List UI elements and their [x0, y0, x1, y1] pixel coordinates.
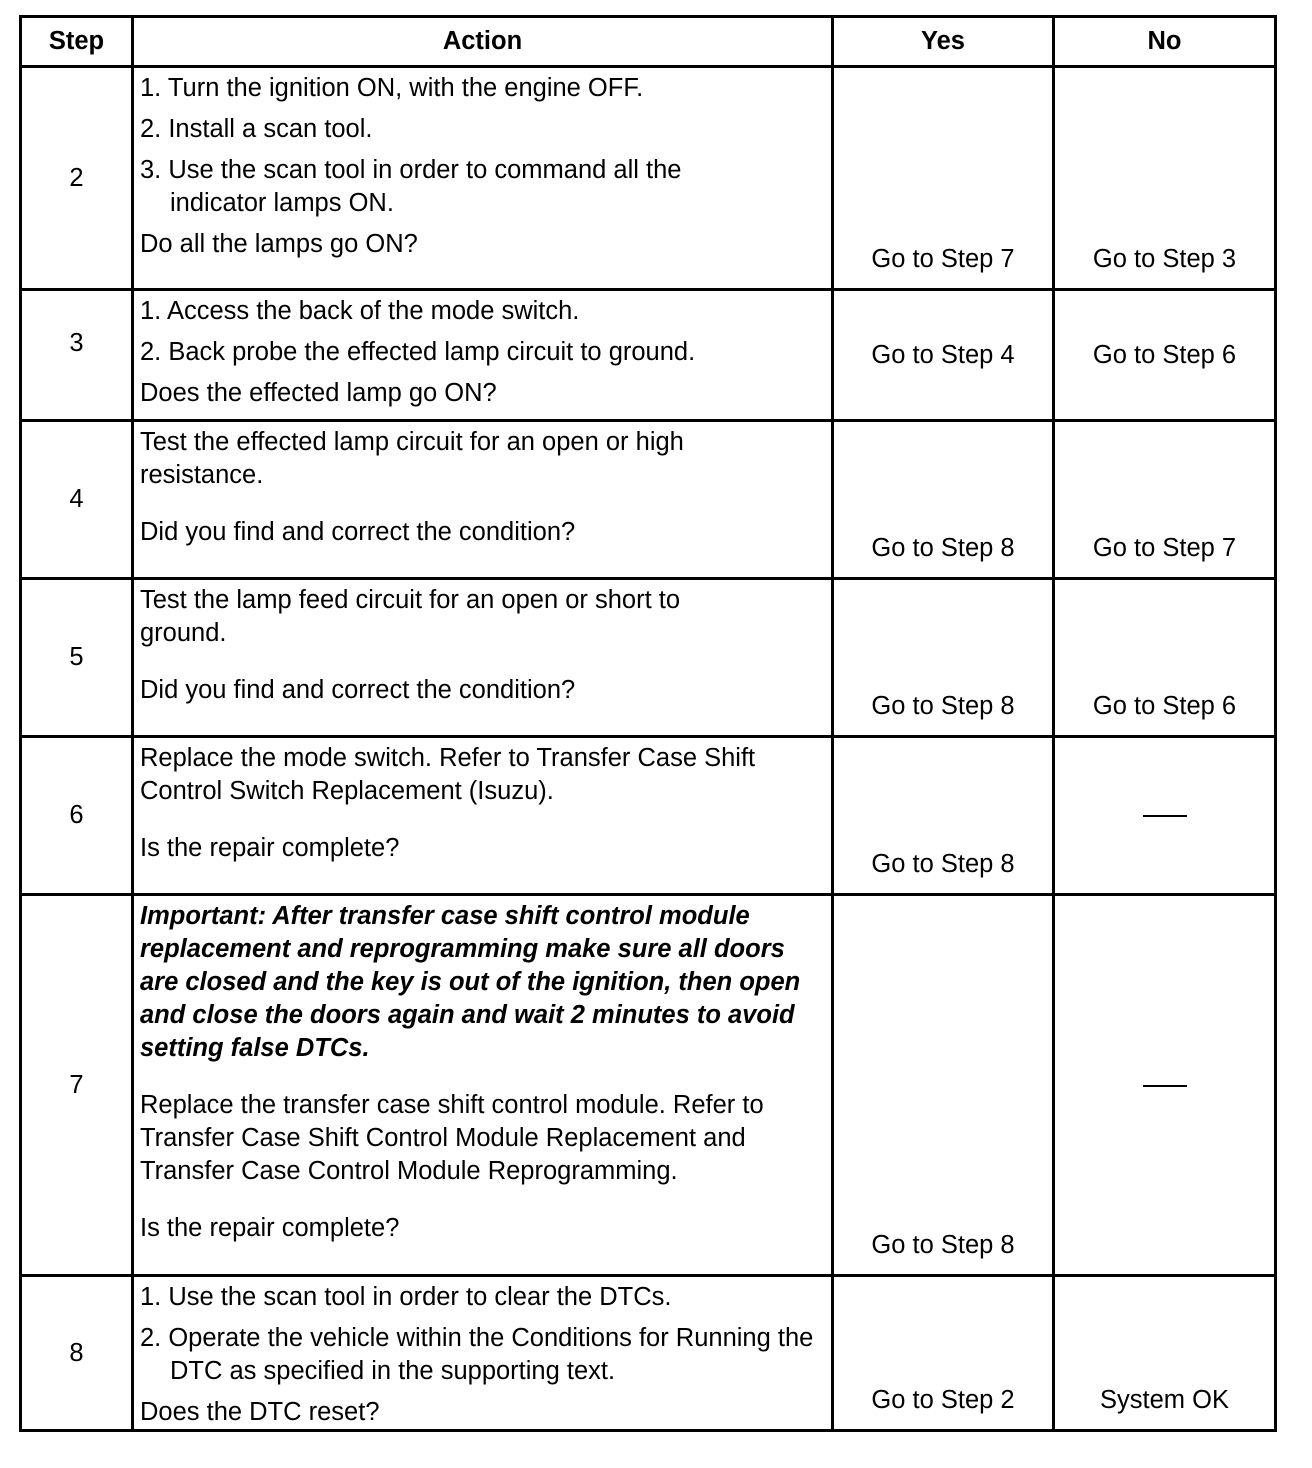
action-cell [133, 290, 833, 421]
diagnostic-table [19, 15, 1277, 1432]
header-row [21, 17, 1276, 67]
table-row-step-4 [21, 421, 1276, 579]
no-result-empty [1054, 737, 1276, 895]
no-result: Go to Step 3 [1054, 67, 1276, 290]
yes-result: Go to Step 4 [833, 290, 1054, 421]
action-cell [133, 421, 833, 579]
step-number: 2 [21, 67, 133, 290]
action-line: 2. Operate the vehicle within the Conditions for Running the DTC as specified in the supporting text. [140, 1324, 814, 1385]
table-row-step-3 [21, 290, 1276, 421]
step-number: 6 [21, 737, 133, 895]
no-result: Go to Step 6 [1054, 290, 1276, 421]
step-number: 3 [21, 290, 133, 421]
header-action: Action [133, 17, 833, 67]
action-cell [133, 67, 833, 290]
header-step: Step [21, 17, 133, 67]
action-line: 1. Turn the ignition ON, with the engine OFF. [140, 74, 644, 102]
table-row-step-2 [21, 67, 1276, 290]
no-result: Go to Step 7 [1054, 421, 1276, 579]
action-text: Test the lamp feed circuit for an open or short to ground. [140, 586, 681, 647]
action-line: 3. Use the scan tool in order to command all the indicator lamps ON. [140, 156, 682, 217]
table-row-step-7 [21, 895, 1276, 1276]
yes-result: Go to Step 2 [833, 1276, 1054, 1431]
action-line: 1. Access the back of the mode switch. [140, 297, 580, 325]
table-row-step-6 [21, 737, 1276, 895]
action-cell [133, 1276, 833, 1431]
header-yes: Yes [833, 17, 1054, 67]
header-no: No [1054, 17, 1276, 67]
action-question: Do all the lamps go ON? [140, 230, 418, 258]
action-question: Is the repair complete? [140, 834, 400, 862]
action-question: Does the effected lamp go ON? [140, 379, 497, 407]
action-line: 2. Install a scan tool. [140, 115, 373, 143]
action-cell [133, 737, 833, 895]
action-text: Test the effected lamp circuit for an open or high resistance. [140, 428, 684, 489]
dash-mark [1143, 1085, 1187, 1087]
yes-result: Go to Step 7 [833, 67, 1054, 290]
step-number: 4 [21, 421, 133, 579]
action-text: Replace the mode switch. Refer to Transfer Case Shift Control Switch Replacement (Isuzu). [140, 744, 756, 805]
step-number: 7 [21, 895, 133, 1276]
step-number: 5 [21, 579, 133, 737]
action-question: Does the DTC reset? [140, 1398, 380, 1426]
yes-result: Go to Step 8 [833, 579, 1054, 737]
no-result-empty [1054, 895, 1276, 1276]
table-row-step-8 [21, 1276, 1276, 1431]
action-cell [133, 579, 833, 737]
dash-mark [1143, 815, 1187, 817]
table-row-step-5 [21, 579, 1276, 737]
no-result: System OK [1054, 1276, 1276, 1431]
action-text: Replace the transfer case shift control module. Refer to Transfer Case Shift Control Module Replacement and Transfer Case Control Module Reprogramming. [140, 1091, 764, 1185]
action-cell [133, 895, 833, 1276]
action-line: 1. Use the scan tool in order to clear the DTCs. [140, 1283, 672, 1311]
yes-result: Go to Step 8 [833, 895, 1054, 1276]
important-note: Important: After transfer case shift control module replacement and reprogramming make sure all doors are closed and the key is out of the ignition, then open and close the doors again and wait 2 minutes to avoid setting false DTCs. [140, 902, 801, 1062]
action-question: Is the repair complete? [140, 1214, 400, 1242]
action-line: 2. Back probe the effected lamp circuit to ground. [140, 338, 696, 366]
yes-result: Go to Step 8 [833, 737, 1054, 895]
action-question: Did you find and correct the condition? [140, 518, 576, 546]
yes-result: Go to Step 8 [833, 421, 1054, 579]
action-question: Did you find and correct the condition? [140, 676, 576, 704]
step-number: 8 [21, 1276, 133, 1431]
no-result: Go to Step 6 [1054, 579, 1276, 737]
